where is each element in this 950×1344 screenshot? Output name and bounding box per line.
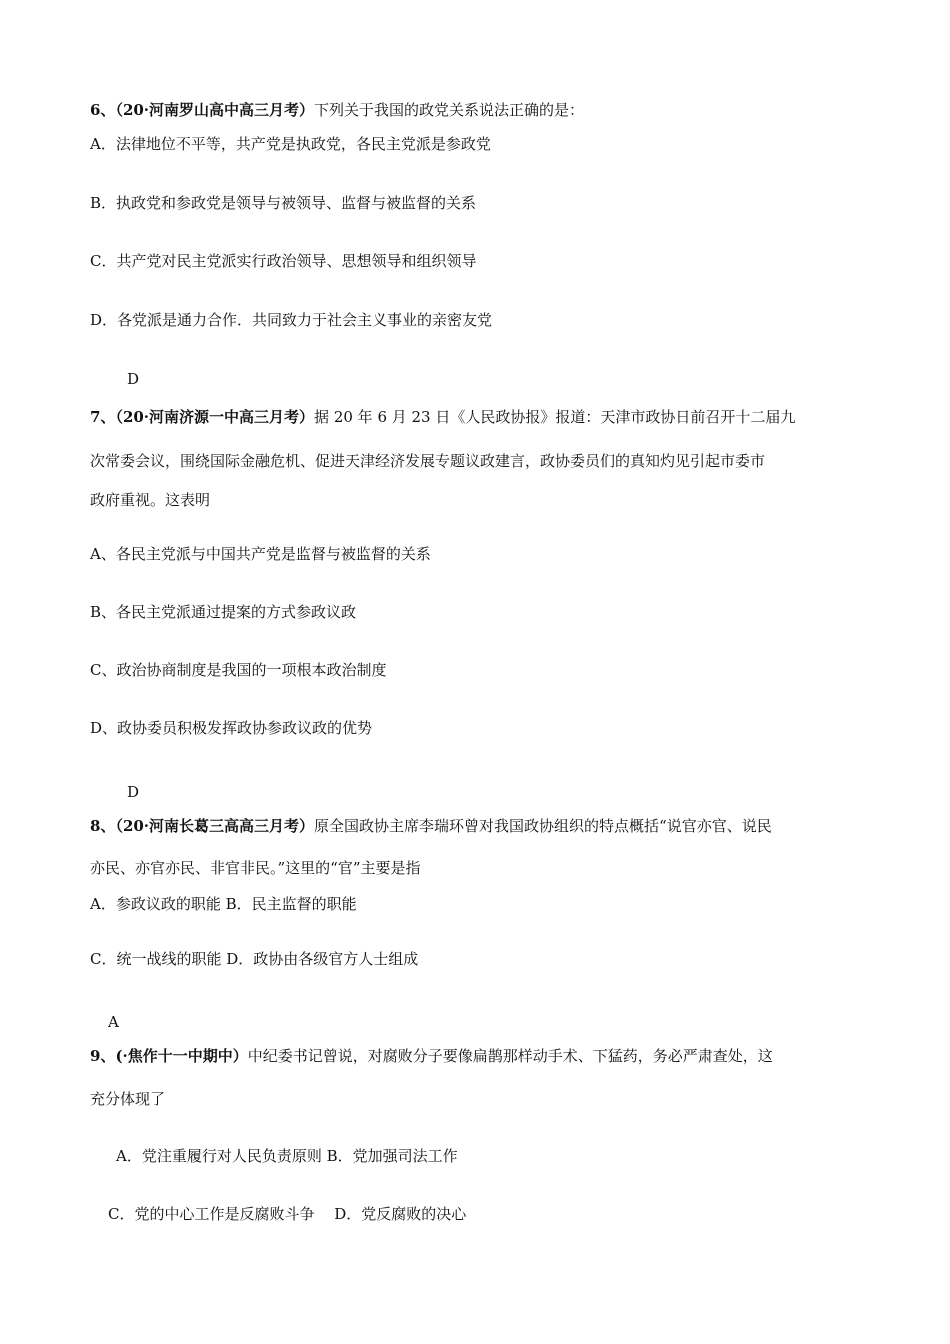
question-9-header <box>90 1046 773 1066</box>
question-7-option-c: C、政治协商制度是我国的一项根本政治制度 <box>90 661 387 679</box>
question-8-header <box>90 816 772 836</box>
question-stem: 下列关于我国的政党关系说法正确的是： <box>314 101 585 119</box>
question-6-option-a: A．法律地位不平等，共产党是执政党，各民主党派是参政党 <box>90 135 491 153</box>
question-7-stem-line-2: 次常委会议，围绕国际金融危机、促进天津经济发展专题议政建言，政协委员们的真知灼见引起市委市 <box>90 452 766 470</box>
question-6-option-b: B．执政党和参政党是领导与被领导、监督与被监督的关系 <box>90 194 477 212</box>
question-6-header <box>90 100 584 120</box>
question-6-answer: D <box>127 370 140 388</box>
question-8-options-line-2: C．统一战线的职能 D．政协由各级官方人士组成 <box>90 950 419 968</box>
question-7-option-b: B、各民主党派通过提案的方式参政议政 <box>90 603 357 621</box>
question-number: 6、 <box>90 101 116 119</box>
question-7-answer: D <box>127 783 140 801</box>
question-number: 7、 <box>90 408 116 426</box>
question-8-answer: A <box>108 1013 119 1031</box>
question-number: 8、 <box>90 817 116 835</box>
question-source: （20·河南长葛三高高三月考） <box>115 817 315 835</box>
question-7-header <box>90 407 795 427</box>
question-source: (·焦作十一中期中） <box>115 1047 248 1065</box>
question-source: （20·河南济源一中高三月考） <box>115 408 315 426</box>
question-number: 9、 <box>90 1047 116 1065</box>
question-source: （20·河南罗山高中高三月考） <box>115 101 315 119</box>
question-6-option-d: D．各党派是通力合作．共同致力于社会主义事业的亲密友党 <box>90 311 493 329</box>
question-8-stem-line-2: 亦民、亦官亦民、非官非民。”这里的“官”主要是指 <box>90 859 421 877</box>
question-7-option-d: D、政协委员积极发挥政协参政议政的优势 <box>90 719 373 737</box>
question-stem: 原全国政协主席李瑞环曾对我国政协组织的特点概括“说官亦官、说民 <box>314 817 772 835</box>
question-9-stem-line-2: 充分体现了 <box>90 1090 166 1108</box>
question-7-option-a: A、各民主党派与中国共产党是监督与被监督的关系 <box>90 545 431 563</box>
question-stem: 中纪委书记曾说，对腐败分子要像扁鹊那样动手术、下猛药，务必严肃查处，这 <box>247 1047 773 1065</box>
question-9-options-line-1: A．党注重履行对人民负责原则 B．党加强司法工作 <box>116 1147 458 1165</box>
question-stem: 据 20 年 6 月 23 日《人民政协报》报道：天津市政协日前召开十二届九 <box>314 408 796 426</box>
question-7-stem-line-3: 政府重视。这表明 <box>90 491 211 509</box>
question-6-option-c: C．共产党对民主党派实行政治领导、思想领导和组织领导 <box>90 252 477 270</box>
question-8-options-line-1: A．参政议政的职能 B．民主监督的职能 <box>90 895 357 913</box>
question-9-options-line-2: C．党的中心工作是反腐败斗争 D．党反腐败的决心 <box>108 1205 467 1223</box>
